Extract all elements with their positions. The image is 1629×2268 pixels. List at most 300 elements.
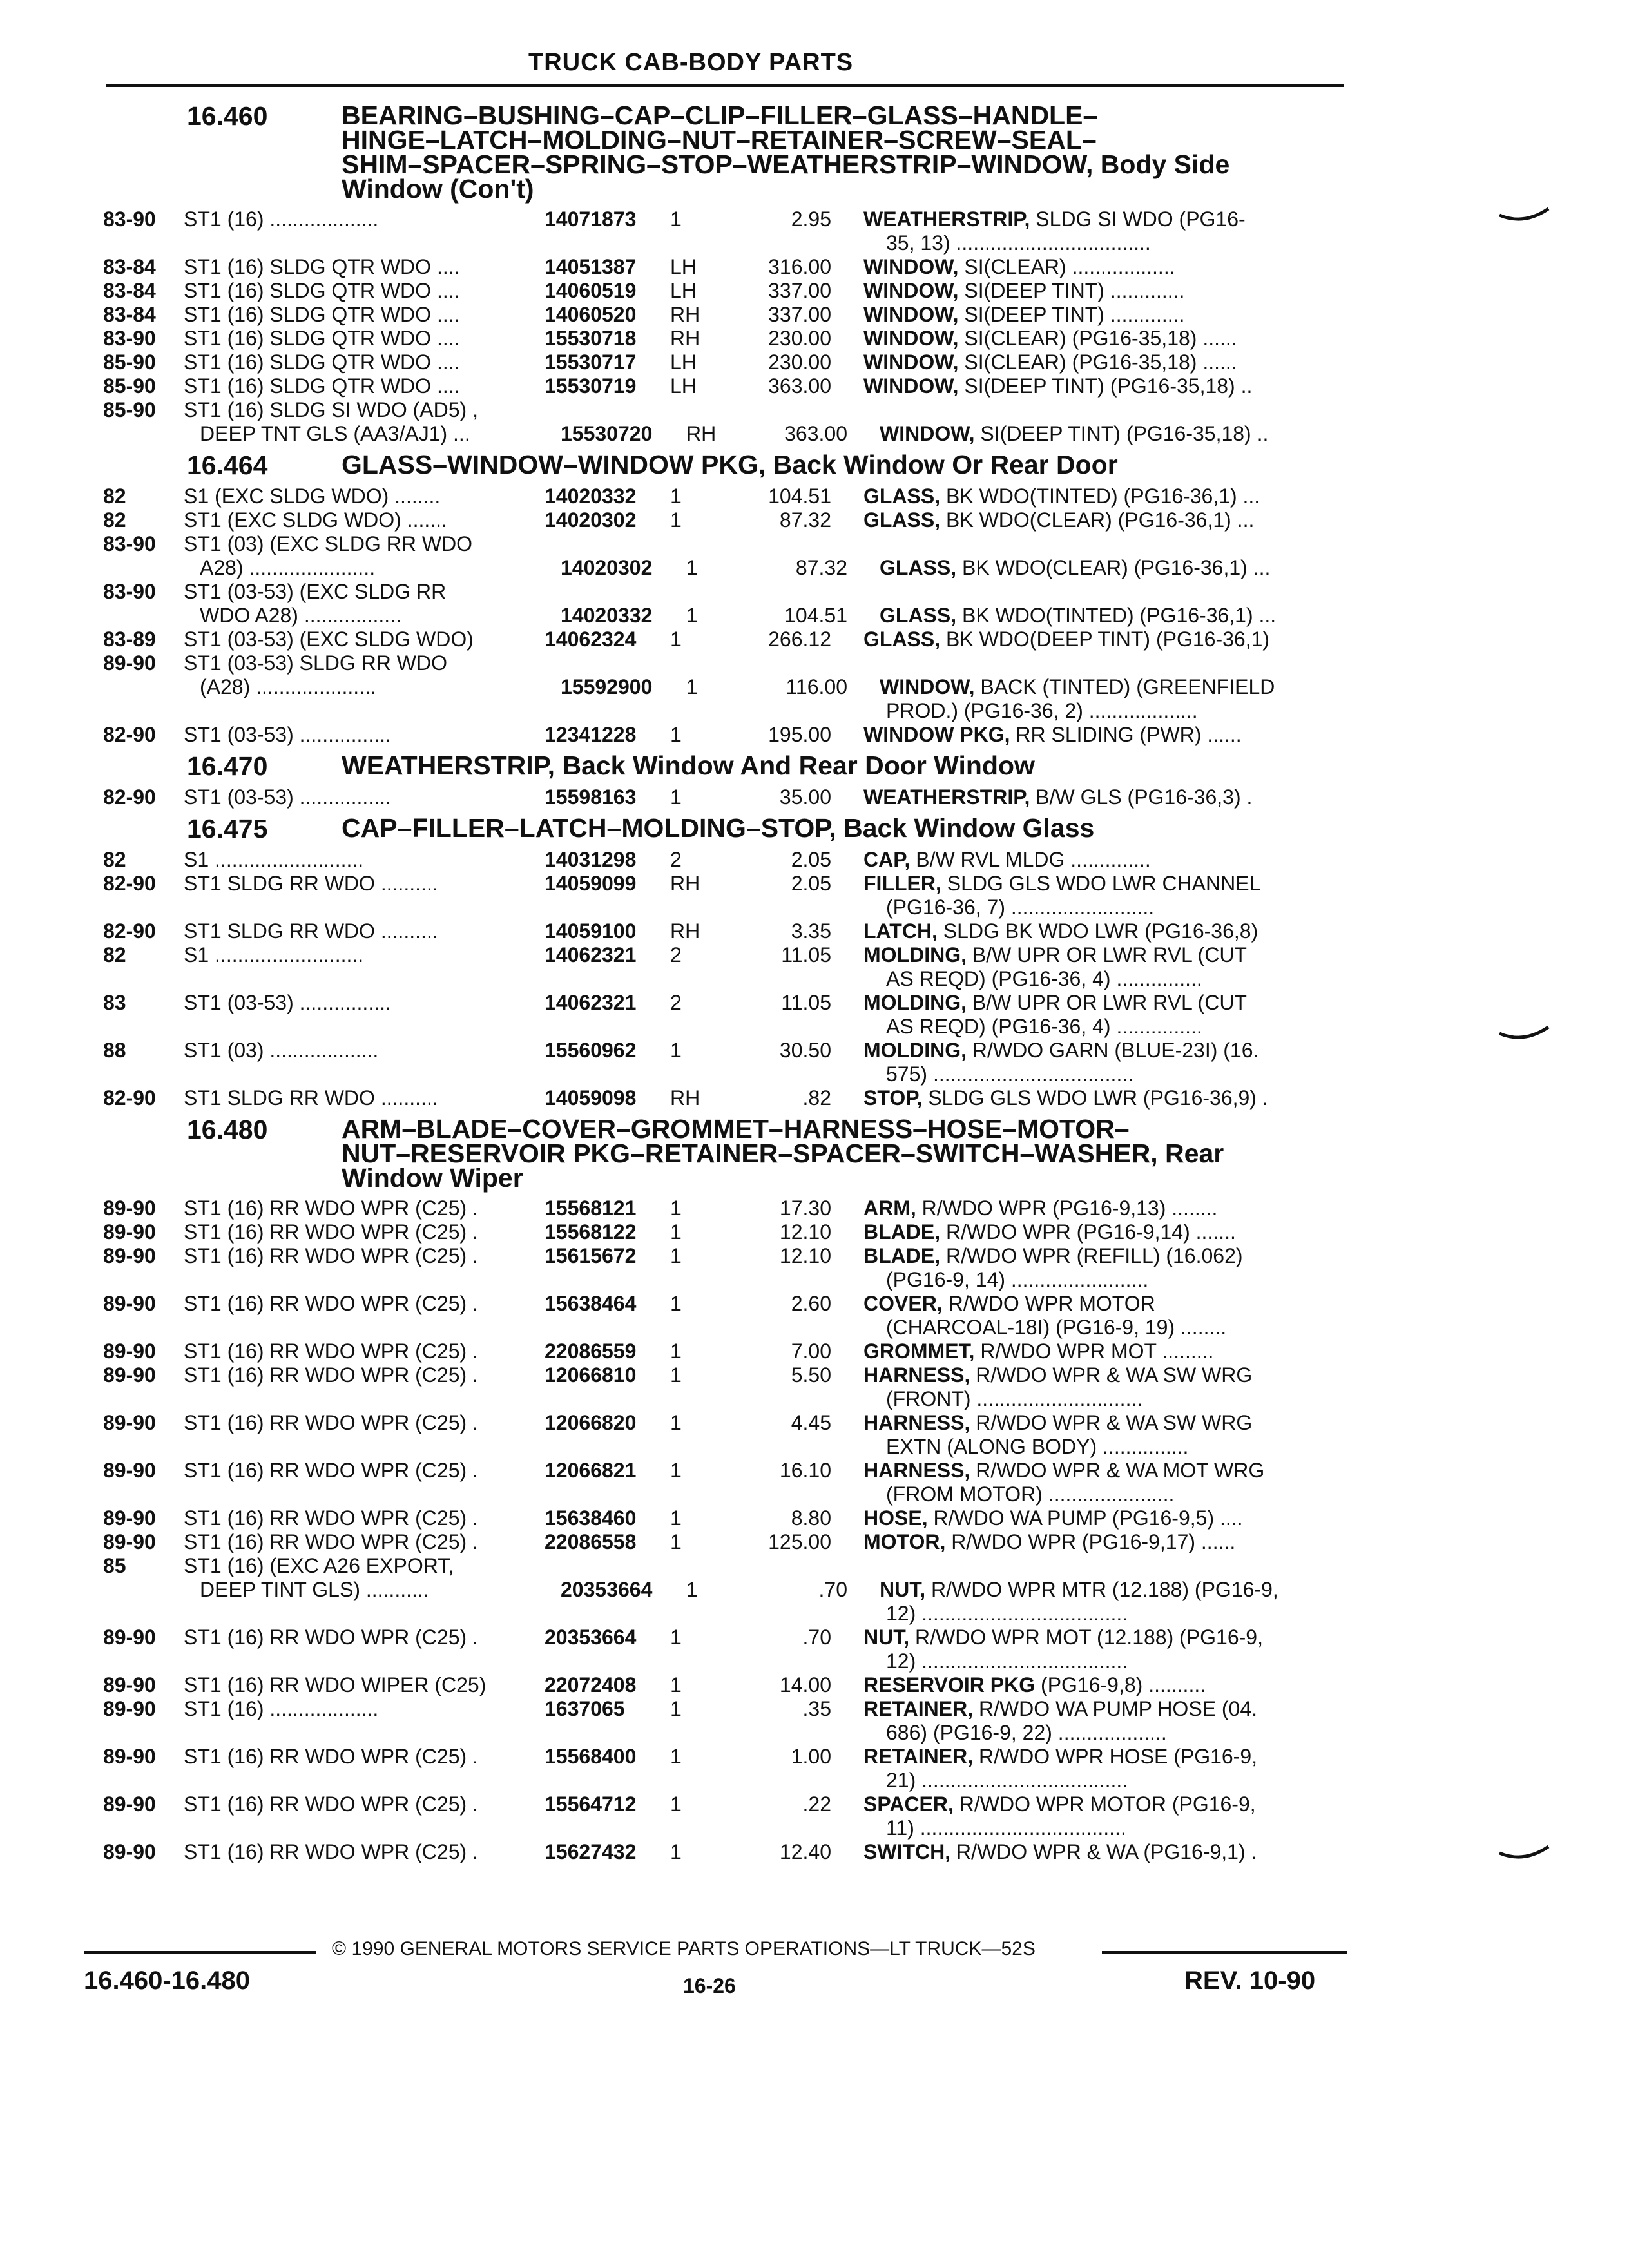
part-name [863, 991, 1327, 1015]
part-name-bold: GLASS, [863, 508, 941, 532]
part-name-detail: BK WDO(TINTED) (PG16-36,1) ... [940, 485, 1260, 508]
model-years: 89-90 [103, 651, 156, 675]
part-name-detail: R/WDO WPR & WA MOT WRG [970, 1459, 1265, 1482]
part-number: 14020332 [545, 485, 637, 508]
part-name-continuation: 11) .................................... [886, 1816, 1126, 1840]
part-name-bold: WINDOW, [863, 374, 959, 398]
quantity: 1 [670, 207, 682, 231]
part-name-detail: R/WDO WPR MOT (12.188) (PG16-9, [909, 1626, 1263, 1649]
application: ST1 (16) SLDG QTR WDO .... [184, 327, 460, 350]
application: A28) ...................... [200, 556, 376, 579]
application: S1 .......................... [184, 848, 364, 871]
part-name-detail: BK WDO(CLEAR) (PG16-36,1) ... [956, 556, 1271, 579]
quantity: 1 [686, 556, 698, 579]
model-years: 89-90 [103, 1697, 156, 1720]
part-name-detail: BK WDO(TINTED) (PG16-36,1) ... [956, 604, 1277, 627]
part-name-detail: SI(DEEP TINT) ............. [958, 279, 1185, 302]
part-name-detail: SI(DEEP TINT) (PG16-35,18) .. [974, 422, 1269, 445]
part-name-bold: FILLER, [863, 872, 941, 895]
price: 35.00 [779, 785, 831, 809]
header-rule [106, 84, 1344, 87]
model-years: 82-90 [103, 872, 156, 895]
part-name-detail: B/W UPR OR LWR RVL (CUT [966, 991, 1247, 1014]
model-years: 82-90 [103, 919, 156, 943]
quantity: 1 [670, 628, 682, 651]
part-name-bold: WINDOW, [863, 279, 959, 302]
model-years: 89-90 [103, 1363, 156, 1387]
application: ST1 (16) RR WDO WPR (C25) . [184, 1292, 478, 1315]
quantity: 1 [686, 604, 698, 627]
part-row-continuation [103, 231, 1360, 255]
application: ST1 (16) RR WDO WPR (C25) . [184, 1745, 478, 1768]
part-name [863, 919, 1327, 943]
quantity: RH [670, 872, 700, 895]
part-name [863, 1411, 1327, 1435]
model-years: 83-90 [103, 532, 156, 555]
section-title [342, 753, 1347, 778]
quantity: 1 [670, 485, 682, 508]
part-row [103, 1340, 1360, 1363]
footer-rule-right [1102, 1951, 1347, 1954]
model-years: 89-90 [103, 1530, 156, 1553]
quantity: 1 [670, 1459, 682, 1482]
model-years: 82-90 [103, 785, 156, 809]
model-years: 85-90 [103, 374, 156, 398]
footer-revision: REV. 10-90 [1184, 1966, 1316, 1995]
part-name-detail: B/W RVL MLDG .............. [910, 848, 1151, 871]
section-title-line: Window (Con't) [342, 174, 534, 204]
application: ST1 (03) (EXC SLDG RR WDO [184, 532, 473, 555]
part-name-continuation: AS REQD) (PG16-36, 4) ............... [886, 967, 1202, 990]
part-number: 22086558 [545, 1530, 637, 1553]
footer-rule-left [84, 1951, 316, 1954]
part-name [863, 1840, 1327, 1864]
quantity: 2 [670, 991, 682, 1014]
part-row [103, 723, 1360, 747]
quantity: 1 [670, 1039, 682, 1062]
quantity: 1 [670, 723, 682, 746]
part-name [880, 1578, 1344, 1602]
part-name-bold: LATCH, [863, 919, 938, 943]
part-name-bold: SWITCH, [863, 1840, 951, 1863]
price: 14.00 [779, 1673, 831, 1696]
application: ST1 (03-53) SLDG RR WDO [184, 651, 447, 675]
application: ST1 (03-53) (EXC SLDG WDO) [184, 628, 474, 651]
parts-listing [103, 97, 1360, 1864]
part-name [863, 485, 1327, 508]
quantity: 1 [670, 1292, 682, 1315]
price: 3.35 [791, 919, 831, 943]
quantity: 1 [670, 1411, 682, 1434]
section-title-line: ARM–BLADE–COVER–GROMMET–HARNESS–HOSE–MOTOR– [342, 1114, 1130, 1144]
quantity: LH [670, 279, 697, 302]
quantity: 1 [686, 1578, 698, 1601]
part-name-detail: R/WDO WPR MOT ......... [974, 1340, 1214, 1363]
part-row [103, 943, 1360, 967]
part-row [103, 675, 1360, 699]
part-number: 20353664 [561, 1578, 653, 1601]
quantity: 2 [670, 943, 682, 966]
part-name-detail: BK WDO(CLEAR) (PG16-36,1) ... [940, 508, 1255, 532]
model-years: 89-90 [103, 1292, 156, 1315]
part-number: 14020302 [545, 508, 637, 532]
part-row [103, 398, 1360, 422]
price: 2.05 [791, 848, 831, 871]
price: .70 [802, 1626, 831, 1649]
part-name-bold: WINDOW, [880, 422, 975, 445]
part-row [103, 1554, 1360, 1578]
price: 30.50 [779, 1039, 831, 1062]
quantity: 1 [670, 1196, 682, 1220]
part-number: 15598163 [545, 785, 637, 809]
part-name [863, 508, 1327, 532]
part-name-bold: WEATHERSTRIP, [863, 785, 1030, 809]
model-years: 83-84 [103, 255, 156, 278]
quantity: 1 [670, 1697, 682, 1720]
part-row [103, 1840, 1360, 1864]
part-name-detail: R/WDO GARN (BLUE-23I) (16. [966, 1039, 1259, 1062]
price: 230.00 [768, 351, 831, 374]
margin-check-mark [1498, 206, 1550, 226]
section-title [342, 101, 1347, 204]
part-name [863, 628, 1327, 651]
part-name [863, 279, 1327, 303]
part-name-detail: R/WDO WPR HOSE (PG16-9, [973, 1745, 1258, 1768]
price: 2.60 [791, 1292, 831, 1315]
part-row [103, 580, 1360, 604]
part-name [863, 1530, 1327, 1554]
part-row [103, 1697, 1360, 1721]
part-row-continuation [103, 1062, 1360, 1086]
part-name-bold: STOP, [863, 1086, 923, 1110]
application: ST1 (16) SLDG QTR WDO .... [184, 279, 460, 302]
part-row-continuation [103, 1483, 1360, 1506]
model-years: 89-90 [103, 1840, 156, 1863]
model-years: 89-90 [103, 1244, 156, 1267]
part-row [103, 651, 1360, 675]
part-name-bold: NUT, [863, 1626, 910, 1649]
price: 7.00 [791, 1340, 831, 1363]
part-name-bold: SPACER, [863, 1792, 954, 1816]
section-number: 16.464 [187, 450, 268, 480]
part-name-bold: MOTOR, [863, 1530, 946, 1553]
application: S1 .......................... [184, 943, 364, 966]
section-title-line: HINGE–LATCH–MOLDING–NUT–RETAINER–SCREW–SEAL– [342, 125, 1097, 155]
quantity: 1 [670, 1626, 682, 1649]
application: ST1 (16) SLDG QTR WDO .... [184, 374, 460, 398]
section-header [103, 101, 1360, 204]
part-number: 14020332 [561, 604, 653, 627]
part-number: 15530720 [561, 422, 653, 445]
part-name-detail: R/WDO WPR & WA (PG16-9,1) . [950, 1840, 1257, 1863]
part-row [103, 374, 1360, 398]
model-years: 89-90 [103, 1792, 156, 1816]
part-row [103, 207, 1360, 231]
price: 195.00 [768, 723, 831, 746]
application: ST1 (16) RR WDO WPR (C25) . [184, 1196, 478, 1220]
part-name-detail: R/WDO WPR (PG16-9,17) ...... [945, 1530, 1236, 1553]
part-row [103, 1626, 1360, 1649]
part-name-bold: WINDOW, [863, 351, 959, 374]
price: 2.95 [791, 207, 831, 231]
part-row [103, 1673, 1360, 1697]
part-name-bold: HARNESS, [863, 1363, 970, 1387]
part-name-detail: BK WDO(DEEP TINT) (PG16-36,1) [940, 628, 1270, 651]
part-row [103, 1745, 1360, 1769]
quantity: RH [670, 919, 700, 943]
part-name-detail: SLDG GLS WDO LWR CHANNEL [941, 872, 1261, 895]
part-row [103, 485, 1360, 508]
application: ST1 (03-53) ................ [184, 785, 391, 809]
part-row [103, 628, 1360, 651]
part-number: 14031298 [545, 848, 637, 871]
quantity: 1 [670, 1363, 682, 1387]
part-name [880, 604, 1344, 628]
part-name-detail: SI(CLEAR) (PG16-35,18) ...... [958, 351, 1237, 374]
application: (A28) ..................... [200, 675, 376, 698]
part-row [103, 327, 1360, 351]
model-years: 83-90 [103, 327, 156, 350]
part-name-bold: MOLDING, [863, 943, 967, 966]
price: 337.00 [768, 303, 831, 326]
quantity: 1 [670, 1745, 682, 1768]
part-name-bold: GLASS, [880, 604, 957, 627]
application: ST1 (16) SLDG SI WDO (AD5) , [184, 398, 478, 421]
application: ST1 (03-53) ................ [184, 991, 391, 1014]
quantity: LH [670, 255, 697, 278]
price: 104.51 [784, 604, 847, 627]
part-row [103, 1039, 1360, 1062]
model-years: 85-90 [103, 351, 156, 374]
part-row [103, 872, 1360, 896]
part-name [863, 848, 1327, 872]
part-number: 14051387 [545, 255, 637, 278]
section-header [103, 1114, 1360, 1193]
part-name-continuation: (PG16-9, 14) ........................ [886, 1268, 1149, 1291]
section-number: 16.480 [187, 1115, 268, 1144]
part-row [103, 1578, 1360, 1602]
part-number: 22086559 [545, 1340, 637, 1363]
model-years: 82 [103, 848, 126, 871]
part-name [863, 1196, 1327, 1220]
price: .35 [802, 1697, 831, 1720]
price: 363.00 [768, 374, 831, 398]
price: 8.80 [791, 1506, 831, 1530]
quantity: 1 [670, 1840, 682, 1863]
section-header [103, 813, 1360, 843]
model-years: 83-84 [103, 303, 156, 326]
page-title: TRUCK CAB-BODY PARTS [528, 49, 854, 76]
price: 104.51 [768, 485, 831, 508]
price: 316.00 [768, 255, 831, 278]
part-name-continuation: (FROM MOTOR) ...................... [886, 1483, 1175, 1506]
part-name-detail: R/WDO WPR (PG16-9,13) ........ [916, 1196, 1218, 1220]
part-name [863, 255, 1327, 279]
part-name [863, 1697, 1327, 1721]
model-years: 82-90 [103, 723, 156, 746]
model-years: 89-90 [103, 1626, 156, 1649]
part-name [863, 1292, 1327, 1316]
part-name [880, 675, 1344, 699]
part-row [103, 303, 1360, 327]
part-row [103, 1220, 1360, 1244]
part-row-continuation [103, 699, 1360, 723]
part-name [863, 1220, 1327, 1244]
part-row-continuation [103, 1816, 1360, 1840]
part-name-detail: RR SLIDING (PWR) ...... [1010, 723, 1242, 746]
part-name-detail: R/WDO WPR MOTOR (PG16-9, [953, 1792, 1256, 1816]
part-number: 15560962 [545, 1039, 637, 1062]
quantity: 1 [670, 1792, 682, 1816]
part-row-continuation [103, 967, 1360, 991]
application: ST1 (16) ................... [184, 1697, 379, 1720]
part-name [863, 1745, 1327, 1769]
part-name-continuation: (FRONT) ............................. [886, 1387, 1143, 1410]
part-name-detail: SI(CLEAR) (PG16-35,18) ...... [958, 327, 1237, 350]
model-years: 89-90 [103, 1673, 156, 1696]
quantity: 2 [670, 848, 682, 871]
part-row-continuation [103, 1015, 1360, 1039]
part-row [103, 255, 1360, 279]
part-name [863, 374, 1327, 398]
part-name-bold: COVER, [863, 1292, 943, 1315]
section-header [103, 452, 1360, 478]
part-row [103, 785, 1360, 809]
section-number: 16.470 [187, 751, 268, 781]
margin-check-mark [1498, 1024, 1550, 1044]
price: 363.00 [784, 422, 847, 445]
price: .82 [802, 1086, 831, 1110]
part-number: 15615672 [545, 1244, 637, 1267]
part-name [863, 943, 1327, 967]
part-name-bold: GROMMET, [863, 1340, 975, 1363]
part-name [863, 1039, 1327, 1062]
part-number: 14071873 [545, 207, 637, 231]
part-name-bold: CAP, [863, 848, 911, 871]
part-name-bold: BLADE, [863, 1220, 941, 1244]
part-name [863, 207, 1327, 231]
part-number: 14020302 [561, 556, 653, 579]
part-name-continuation: AS REQD) (PG16-36, 4) ............... [886, 1015, 1202, 1038]
price: 125.00 [768, 1530, 831, 1553]
price: 12.10 [779, 1244, 831, 1267]
part-name-detail: SI(CLEAR) .................. [958, 255, 1175, 278]
part-name-bold: MOLDING, [863, 991, 967, 1014]
price: 2.05 [791, 872, 831, 895]
price: 4.45 [791, 1411, 831, 1434]
application: ST1 (16) RR WDO WPR (C25) . [184, 1840, 478, 1863]
part-row [103, 1530, 1360, 1554]
quantity: 1 [670, 1673, 682, 1696]
part-row-continuation [103, 1435, 1360, 1459]
part-number: 14062324 [545, 628, 637, 651]
part-name-continuation: EXTN (ALONG BODY) ............... [886, 1435, 1189, 1458]
application: ST1 (16) RR WDO WPR (C25) . [184, 1411, 478, 1434]
part-name-bold: RETAINER, [863, 1697, 974, 1720]
part-row [103, 991, 1360, 1015]
part-name [863, 723, 1327, 747]
section-title-line: NUT–RESERVOIR PKG–RETAINER–SPACER–SWITCH–WASHER, Rear [342, 1139, 1224, 1168]
part-name-continuation: 575) ................................... [886, 1062, 1134, 1086]
part-number: 14062321 [545, 991, 637, 1014]
application: ST1 (16) RR WDO WPR (C25) . [184, 1792, 478, 1816]
part-name-detail: R/WDO WPR (PG16-9,14) ....... [940, 1220, 1236, 1244]
part-name-detail: R/WDO WPR & WA SW WRG [970, 1411, 1253, 1434]
part-row-continuation [103, 1769, 1360, 1792]
application: ST1 (03-53) ................ [184, 723, 391, 746]
part-row-continuation [103, 1602, 1360, 1626]
part-name [880, 556, 1344, 580]
quantity: RH [686, 422, 717, 445]
part-name [863, 1792, 1327, 1816]
part-name-detail: R/WDO WPR & WA SW WRG [970, 1363, 1253, 1387]
part-name-bold: WINDOW, [863, 303, 959, 326]
part-name [863, 1340, 1327, 1363]
part-name-bold: WEATHERSTRIP, [863, 207, 1030, 231]
price: 266.12 [768, 628, 831, 651]
part-name-detail: SLDG SI WDO (PG16- [1030, 207, 1246, 231]
model-years: 89-90 [103, 1506, 156, 1530]
part-name-continuation: 35, 13) .................................. [886, 231, 1151, 255]
part-row [103, 422, 1360, 446]
part-name [863, 1244, 1327, 1268]
part-name-continuation: 21) .................................... [886, 1769, 1128, 1792]
part-name-bold: GLASS, [863, 628, 941, 651]
part-name [863, 1363, 1327, 1387]
part-number: 15568122 [545, 1220, 637, 1244]
part-name-continuation: 12) .................................... [886, 1602, 1128, 1625]
part-name [863, 327, 1327, 351]
part-name-detail: SI(DEEP TINT) (PG16-35,18) .. [958, 374, 1253, 398]
part-row [103, 919, 1360, 943]
price: 1.00 [791, 1745, 831, 1768]
part-row [103, 508, 1360, 532]
model-years: 82 [103, 943, 126, 966]
part-number: 14060520 [545, 303, 637, 326]
part-row [103, 848, 1360, 872]
part-number: 22072408 [545, 1673, 637, 1696]
price: 87.32 [779, 508, 831, 532]
part-name-bold: HARNESS, [863, 1411, 970, 1434]
model-years: 89-90 [103, 1411, 156, 1434]
part-name-bold: BLADE, [863, 1244, 941, 1267]
application: ST1 (16) RR WDO WPR (C25) . [184, 1220, 478, 1244]
application: ST1 (16) RR WDO WPR (C25) . [184, 1363, 478, 1387]
part-number: 12066810 [545, 1363, 637, 1387]
margin-check-mark [1498, 1844, 1550, 1863]
model-years: 89-90 [103, 1745, 156, 1768]
part-number: 14059099 [545, 872, 637, 895]
section-title-line: Window Wiper [342, 1163, 523, 1193]
quantity: 1 [670, 1220, 682, 1244]
part-name-bold: WINDOW, [863, 327, 959, 350]
footer-copyright: © 1990 GENERAL MOTORS SERVICE PARTS OPERATIONS—LT TRUCK—52S [332, 1938, 1036, 1959]
part-name-detail: BACK (TINTED) (GREENFIELD [974, 675, 1275, 698]
part-number: 15568121 [545, 1196, 637, 1220]
part-name-detail: R/WDO WA PUMP HOSE (04. [973, 1697, 1258, 1720]
model-years: 83-84 [103, 279, 156, 302]
application: ST1 (16) (EXC A26 EXPORT, [184, 1554, 454, 1577]
part-number: 15530719 [545, 374, 637, 398]
price: 11.05 [781, 991, 831, 1014]
part-name-bold: RETAINER, [863, 1745, 974, 1768]
part-name [863, 1506, 1327, 1530]
part-number: 14059100 [545, 919, 637, 943]
part-name-continuation: (CHARCOAL-18I) (PG16-9, 19) ........ [886, 1316, 1227, 1339]
price: .70 [818, 1578, 847, 1601]
quantity: LH [670, 374, 697, 398]
part-row [103, 1292, 1360, 1316]
